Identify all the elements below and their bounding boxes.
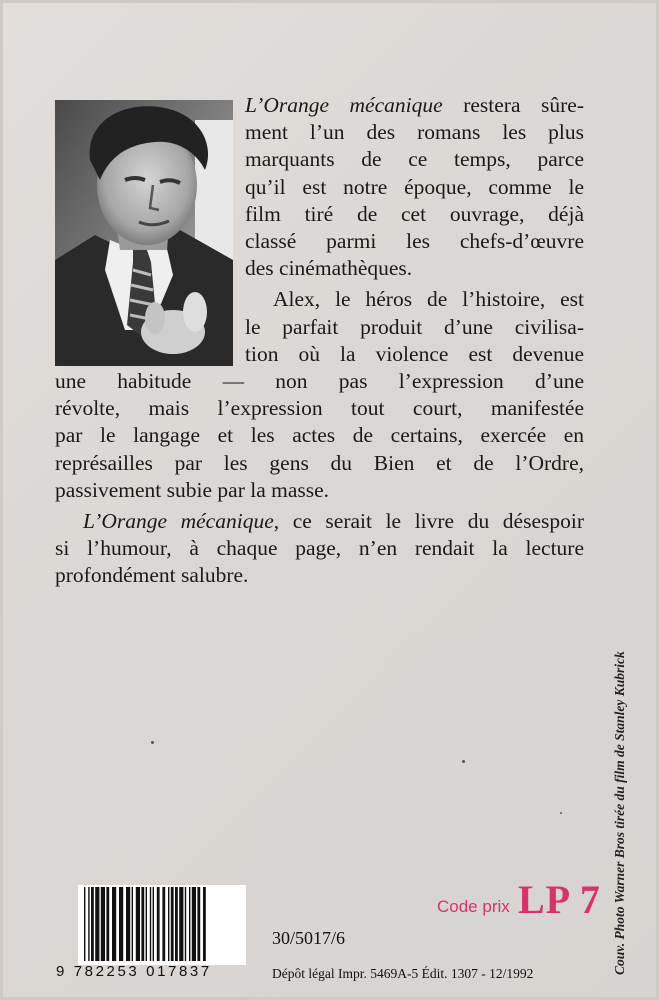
isbn-number: 9 782253 017837 bbox=[56, 963, 212, 980]
barcode-bar bbox=[175, 887, 178, 961]
barcode-bar bbox=[157, 887, 160, 961]
paragraph-1-line: ment l’un des romans les plus bbox=[245, 120, 584, 145]
paragraph-3 bbox=[55, 508, 584, 590]
paragraph-3-line-1: L’Orange mécanique, ce serait le livre du désespoir bbox=[83, 509, 585, 534]
paper-speck bbox=[462, 760, 465, 763]
barcode-bar bbox=[136, 887, 140, 961]
barcode-bar bbox=[132, 887, 133, 961]
paragraph-2-line: le parfait produit d’une civilisa- bbox=[245, 314, 584, 339]
paragraph-1-line-1: L’Orange mécanique restera sûre- bbox=[245, 93, 584, 117]
paper-speck bbox=[151, 741, 154, 744]
paragraph-1-line: film tiré de cet ouvrage, déjà bbox=[245, 201, 584, 226]
barcode-bar bbox=[171, 887, 174, 961]
book-title: L’Orange mécanique bbox=[83, 509, 274, 534]
paragraph-2-line: Alex, le héros de l’histoire, est bbox=[273, 287, 584, 312]
barcode-bar bbox=[189, 887, 190, 961]
barcode-bar bbox=[126, 887, 130, 961]
barcode-bar bbox=[203, 887, 206, 961]
paragraph-1-line: qu’il est notre époque, comme le bbox=[245, 174, 584, 199]
barcode-bar bbox=[101, 887, 105, 961]
barcode-bar bbox=[95, 887, 99, 961]
barcode-bar bbox=[119, 887, 123, 961]
barcode-bar bbox=[91, 887, 94, 961]
barcode-bar bbox=[106, 887, 109, 961]
barcode-bar bbox=[112, 887, 116, 961]
barcode-bar bbox=[146, 887, 147, 961]
paragraph-1-line: des cinémathèques. bbox=[245, 256, 413, 281]
paper-speck bbox=[560, 812, 562, 814]
barcode-bar bbox=[192, 887, 196, 961]
paragraph-2 bbox=[245, 286, 584, 368]
paragraph-2-line: passivement subie par la masse. bbox=[55, 477, 330, 502]
barcode-bar bbox=[153, 887, 154, 961]
paragraph-2-line: révolte, mais l’expression tout court, manifestée bbox=[55, 396, 584, 421]
barcode-bar bbox=[84, 887, 85, 961]
paragraph-2-line: par le langage et les actes de certains, exercée en bbox=[55, 423, 584, 448]
barcode-bar bbox=[185, 887, 186, 961]
back-cover-blurb bbox=[55, 92, 584, 590]
barcode-bar bbox=[88, 887, 89, 961]
paragraph-3-line: profondément salubre. bbox=[55, 563, 249, 588]
price-code-label: Code prix bbox=[437, 897, 510, 916]
paragraph-2-line: représailles par les gens du Bien et de l’Ordre, bbox=[55, 450, 584, 475]
barcode-bar bbox=[197, 887, 200, 961]
book-title: L’Orange mécanique bbox=[245, 93, 443, 117]
paragraph-1-line: marquants de ce temps, parce bbox=[245, 147, 584, 172]
legal-deposit-notice: Dépôt légal Impr. 5469A-5 Édit. 1307 - 12/1992 bbox=[272, 966, 534, 981]
paragraph-3-line: si l’humour, à chaque page, n’en rendait la lecture bbox=[55, 536, 584, 561]
paragraph-1 bbox=[245, 92, 584, 282]
barcode-bar bbox=[168, 887, 169, 961]
barcode-bar bbox=[150, 887, 151, 961]
paragraph-1-line: classé parmi les chefs-d’œuvre bbox=[245, 229, 584, 254]
barcode-bar bbox=[141, 887, 144, 961]
barcode-bar bbox=[179, 887, 183, 961]
photo-credit: Couv. Photo Warner Bros tirée du film de Stanley Kubrick bbox=[612, 651, 627, 975]
paragraph-2-line: tion où la violence est devenue bbox=[245, 341, 584, 366]
catalog-reference: 30/5017/6 bbox=[272, 928, 346, 948]
barcode-bar bbox=[162, 887, 165, 961]
price-code-value: LP 7 bbox=[518, 877, 601, 922]
isbn-barcode bbox=[78, 885, 246, 965]
paragraph-2-continued bbox=[55, 368, 584, 504]
paragraph-2-line: une habitude — non pas l’expression d’une bbox=[55, 369, 584, 394]
